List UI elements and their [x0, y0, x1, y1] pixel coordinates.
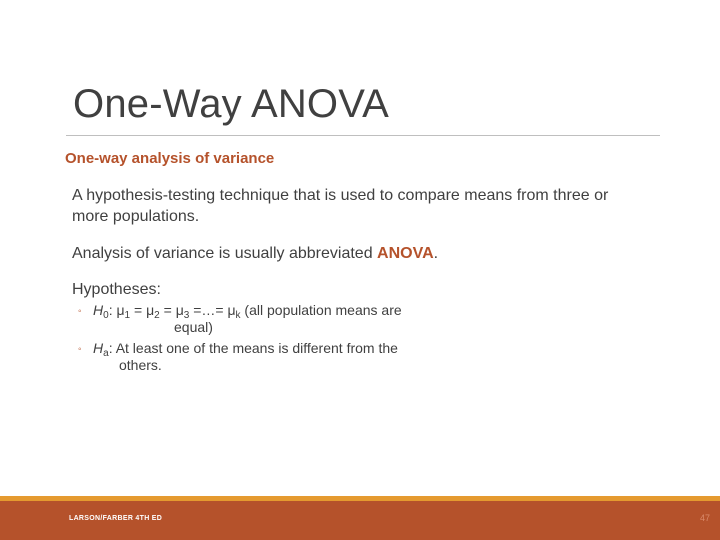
alt-hypothesis-line [93, 340, 478, 357]
alt-hypothesis-item [78, 340, 478, 374]
abbreviation-paragraph [72, 243, 647, 264]
mu-subscript-k: k [235, 310, 241, 321]
null-hypothesis-continuation: equal) [174, 319, 213, 335]
hypotheses-list [78, 302, 478, 374]
slide-title: One-Way ANOVA [73, 82, 390, 126]
null-hypothesis-tail: (all population means are [240, 302, 402, 318]
alt-hypothesis-symbol: H [93, 340, 104, 356]
abbreviation-period: . [433, 245, 439, 262]
mu-symbol: μ [116, 302, 125, 318]
alt-hypothesis-text: : At least one of the means is different from the [108, 340, 398, 356]
mu-subscript-1: 1 [124, 310, 131, 321]
null-hypothesis-symbol: H [93, 302, 104, 318]
bullet-icon: ◦ [78, 306, 82, 317]
footer-credit: LARSON/FARBER 4TH ED [69, 515, 163, 522]
mu-subscript-2: 2 [154, 310, 160, 321]
null-hypothesis-subscript: 0 [103, 310, 109, 321]
hypotheses-label: Hypotheses: [72, 281, 161, 298]
definition-paragraph: A hypothesis-testing technique that is used to compare means from three or more populations. [72, 187, 609, 225]
null-hypothesis-item [78, 302, 478, 336]
title-divider [66, 135, 660, 136]
null-hypothesis-line [93, 302, 478, 319]
mu-subscript-3: 3 [183, 310, 190, 321]
alt-hypothesis-continuation: others. [119, 357, 162, 373]
mu-symbol: μ [146, 302, 155, 318]
alt-hypothesis-subscript: a [103, 348, 109, 359]
equals-sign: = [159, 302, 176, 318]
abbreviation-text: Analysis of variance is usually abbreviated [72, 245, 378, 262]
anova-keyword: ANOVA [377, 245, 434, 262]
equals-sign: = [130, 302, 147, 318]
null-colon: : [108, 302, 117, 318]
section-heading: One-way analysis of variance [65, 150, 275, 167]
mu-symbol: μ [227, 302, 236, 318]
mu-symbol: μ [175, 302, 184, 318]
equals-ellipsis: =…= [189, 302, 228, 318]
page-number: 47 [699, 513, 710, 523]
bullet-icon: ◦ [78, 344, 82, 355]
